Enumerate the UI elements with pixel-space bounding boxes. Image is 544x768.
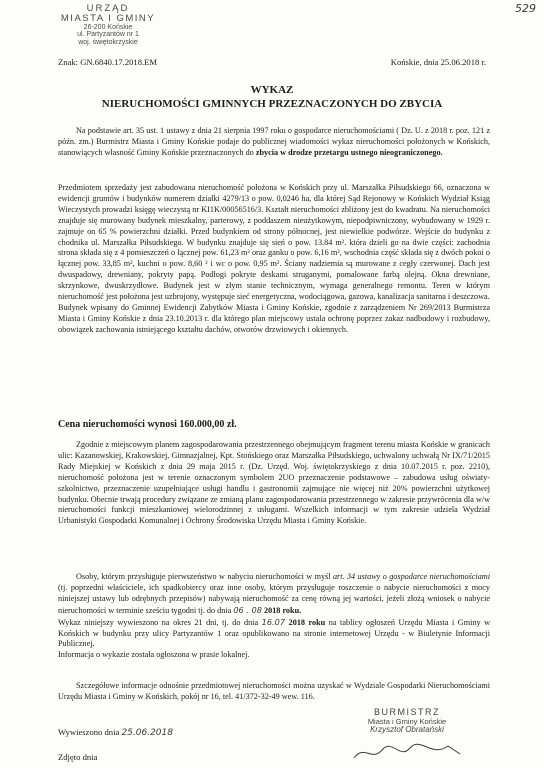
signature-name: Krzysztof Obratański	[370, 725, 444, 735]
monument-paragraph: Budynek wpisany do Gminnej Ewidencji Zabytków Miasta i Gminy Końskie, zgodnie z zarządzeniem Nr 269/2013 Burmistrza Miasta i Gminy Końskie z dnia 23.10.2013 r. dla którego plan miejscowy ustala ochronę poprzez zakaz nadbudowy i rozbudowy, obowiązek zachowania istniejącego kształtu dachów, otworów drzwiowych i okiennych.	[58, 302, 490, 334]
preemption-act: art. 34 ustawy o gospodarce nieruchomościami	[332, 572, 490, 581]
price-value: 160.000,00 zł.	[179, 419, 237, 430]
price-line	[58, 419, 237, 430]
preemption-section	[58, 572, 490, 661]
posted-line	[58, 727, 173, 738]
handwritten-signature-icon	[352, 742, 462, 764]
removed-label: Zdjęto dnia	[58, 752, 98, 762]
posting-press-note: Informacja o wykazie została ogłoszona w prasie lokalnej.	[58, 650, 250, 660]
zoning-text: Zgodnie z miejscowym planem zagospodarowania przestrzennego obejmującym fragment terenu miasta Końskie w granicach ulic: Kazanowskiej, Krakowskiej, Gimnazjalnej, Kpt. Stońskiego oraz Marszałka Piłsudskiego, uchwalony uchwałą Nr IX/71/2015 Rady Miejskiej w Końskich z dnia 29 maja 2015 r. (Dz. Urzęd. Woj. świętokrzyskiego z dnia 10.07.2015 r. poz. 2210), nieruchomość położona jest w terenie oznaczonym symbolem 2UO przeznaczenie podstawowe – zabudowa usług oświaty-szkolnictwo, przeznaczenie uzupełniające usługi handlu i gastronomii zajmujące nie więcej niż 20% powierzchni użytkowej budynku. Obecnie trwają procedury związane ze zmianą planu zagospodarowania przestrzennego w zakresie przywrócenia dla w/w nieruchomości funkcji mieszkaniowej wielorodzinnej z usługami. Wszelkich informacji w tym zakresie udziela Wydział Urbanistyki Gospodarki Komunalnej i Ochrony Środowiska Urzędu Miasta i Gminy Końskie.	[58, 440, 490, 526]
description-paragraph: Przedmiotem sprzedaży jest zabudowana nieruchomość położona w Końskich przy ul. Marszałka Piłsudskiego 66, oznaczona w ewidencji gruntów i budynków numerem działki 4279/13 o pow. 0,0246 ha, dla której Sąd Rejonowy w Końskich Wydział Ksiąg Wieczystych prowadzi księgę wieczystą nr KI1K/00056516/3. Kształt nieruchomości zbliżony jest do kwadratu. Na nieruchomości znajduje się murowany budynek mieszkalny, parterowy, z poddaszem nieużytkowym, niepodpiwniczony, wybudowany w 1929 r. zajmuje on 65 % powierzchni działki. Przed budynkiem od strony północnej, jest niewielkie podwórze. Wejście do budynku z chodnika ul. Marszałka Piłsudskiego. W budynku znajduje się sień o pow. 13.84 m². która dzieli go na dwie części: zachodnia strona składa się z 4 pomieszczeń o łącznej pow. 61,23 m² oraz ganku o pow. 6,16 m², wschodnia część składa się z dwóch pokoi o łącznej pow. 33,85 m², kuchni o pow. 8,60 ² i wc o pow. 0,95 m². Ściany nadziemia są murowane z cegły czerwonej. Dach jest dwuspadowy, drewniany, pokryty papą. Podłogi pokryte deskami struganymi, pomalowane farbą olejną. Okna drewniane, skrzynkowe, dwuskrzydłowe. Budynek jest w złym stanie technicznym, wymaga generalnego remontu. Teren w którym nieruchomość jest położona jest uzbrojony, występuje sieć energetyczna, wodociągowa, gazowa, kanalizacja sanitarna i deszczowa.	[58, 183, 490, 302]
stamp-line: URZĄD	[86, 3, 130, 14]
stamp-line: 26-200 Końskie	[83, 23, 133, 31]
preemption-lead: Osoby, którym przysługuje pierwszeństwo w nabyciu nieruchomości w myśl	[76, 572, 333, 581]
intro-paragraph	[58, 126, 490, 159]
description-section	[58, 183, 490, 336]
posting-text-b: 2018 roku	[285, 617, 326, 627]
place-date: Końskie, dnia 25.06.2018 r.	[390, 57, 486, 67]
document-subtitle: NIERUCHOMOŚCI GMINNYCH PRZEZNACZONYCH DO ZBYCIA	[101, 98, 443, 110]
zoning-paragraph	[58, 440, 490, 527]
stamp-line: MIASTA I GMINY	[60, 12, 156, 24]
contact-paragraph	[58, 681, 490, 703]
deadline-date: 06 . 08	[233, 604, 262, 615]
document-title: WYKAZ	[250, 84, 294, 96]
posting-text-a: Wykaz niniejszy wywieszono na okres 21 dni, tj. do dnia	[58, 617, 262, 627]
intro-bold: zbycia w drodze przetargu ustnego nieograniczonego.	[255, 147, 443, 157]
removed-line	[58, 752, 97, 762]
preemption-rest: (tj. poprzedni właściciele, ich spadkobiercy oraz inne osoby, którym przysługuje roszczenie o nabycie nieruchomości z mocy niniejszej ustawy lub odrębnych przepisów) nabywają nieruchomość za cenę równą jej wartości, jeżeli złożą wniosek o nabycie nieruchomości w terminie sześciu tygodni tj. do dnia	[58, 582, 490, 615]
price-label: Cena nieruchomości wynosi	[58, 419, 180, 430]
reference-number: Znak: GN.6840.17.2018.EM	[58, 57, 158, 67]
contact-text: Szczegółowe informacje odnośnie przedmiotowej nieruchomości można uzyskać w Wydziale Gospodarki Nieruchomościami Urzędu Miasta i Gminy w Końskich, pokój nr 16, tel. 41/372-32-49 wew. 116.	[58, 681, 490, 701]
signature-title: BURMISTRZ	[374, 707, 440, 717]
posting-until-date: 16.07	[261, 616, 286, 627]
posting-text-c: na tablicy ogłoszeń Urzędu Miasta i Gminy w Końskich w budynku przy ulicy Partyzantów 1 oraz opublikowano na stronie internetowej Urzędu - w Biuletynie Informacji Publicznej.	[58, 617, 491, 649]
deadline-suffix: 2018 roku.	[261, 605, 302, 615]
signature-block	[332, 708, 482, 735]
page-number: 529	[515, 2, 536, 15]
stamp-line: ul. Partyzantów nr 1	[77, 31, 139, 39]
intro-text: Na podstawie art. 35 ust. 1 ustawy z dnia 21 sierpnia 1997 roku o gospodarce nieruchomościami ( Dz. U. z 2018 r. poz. 121 z późn. zm.) Burmistrz Miasta i Gminy Końskie podaje do publicznej wiadomości wykaz nieruchomości położonych w Końskich, stanowiących własność Gminy Końskie przeznaczonych do	[58, 126, 490, 157]
office-stamp	[56, 4, 160, 46]
stamp-line: woj. świętokrzyskie	[78, 38, 138, 46]
posted-date: 25.06.2018	[121, 728, 173, 738]
posted-label: Wywieszono dnia	[58, 727, 120, 737]
signature-office: Miasta i Gminy Końskie	[367, 716, 447, 726]
